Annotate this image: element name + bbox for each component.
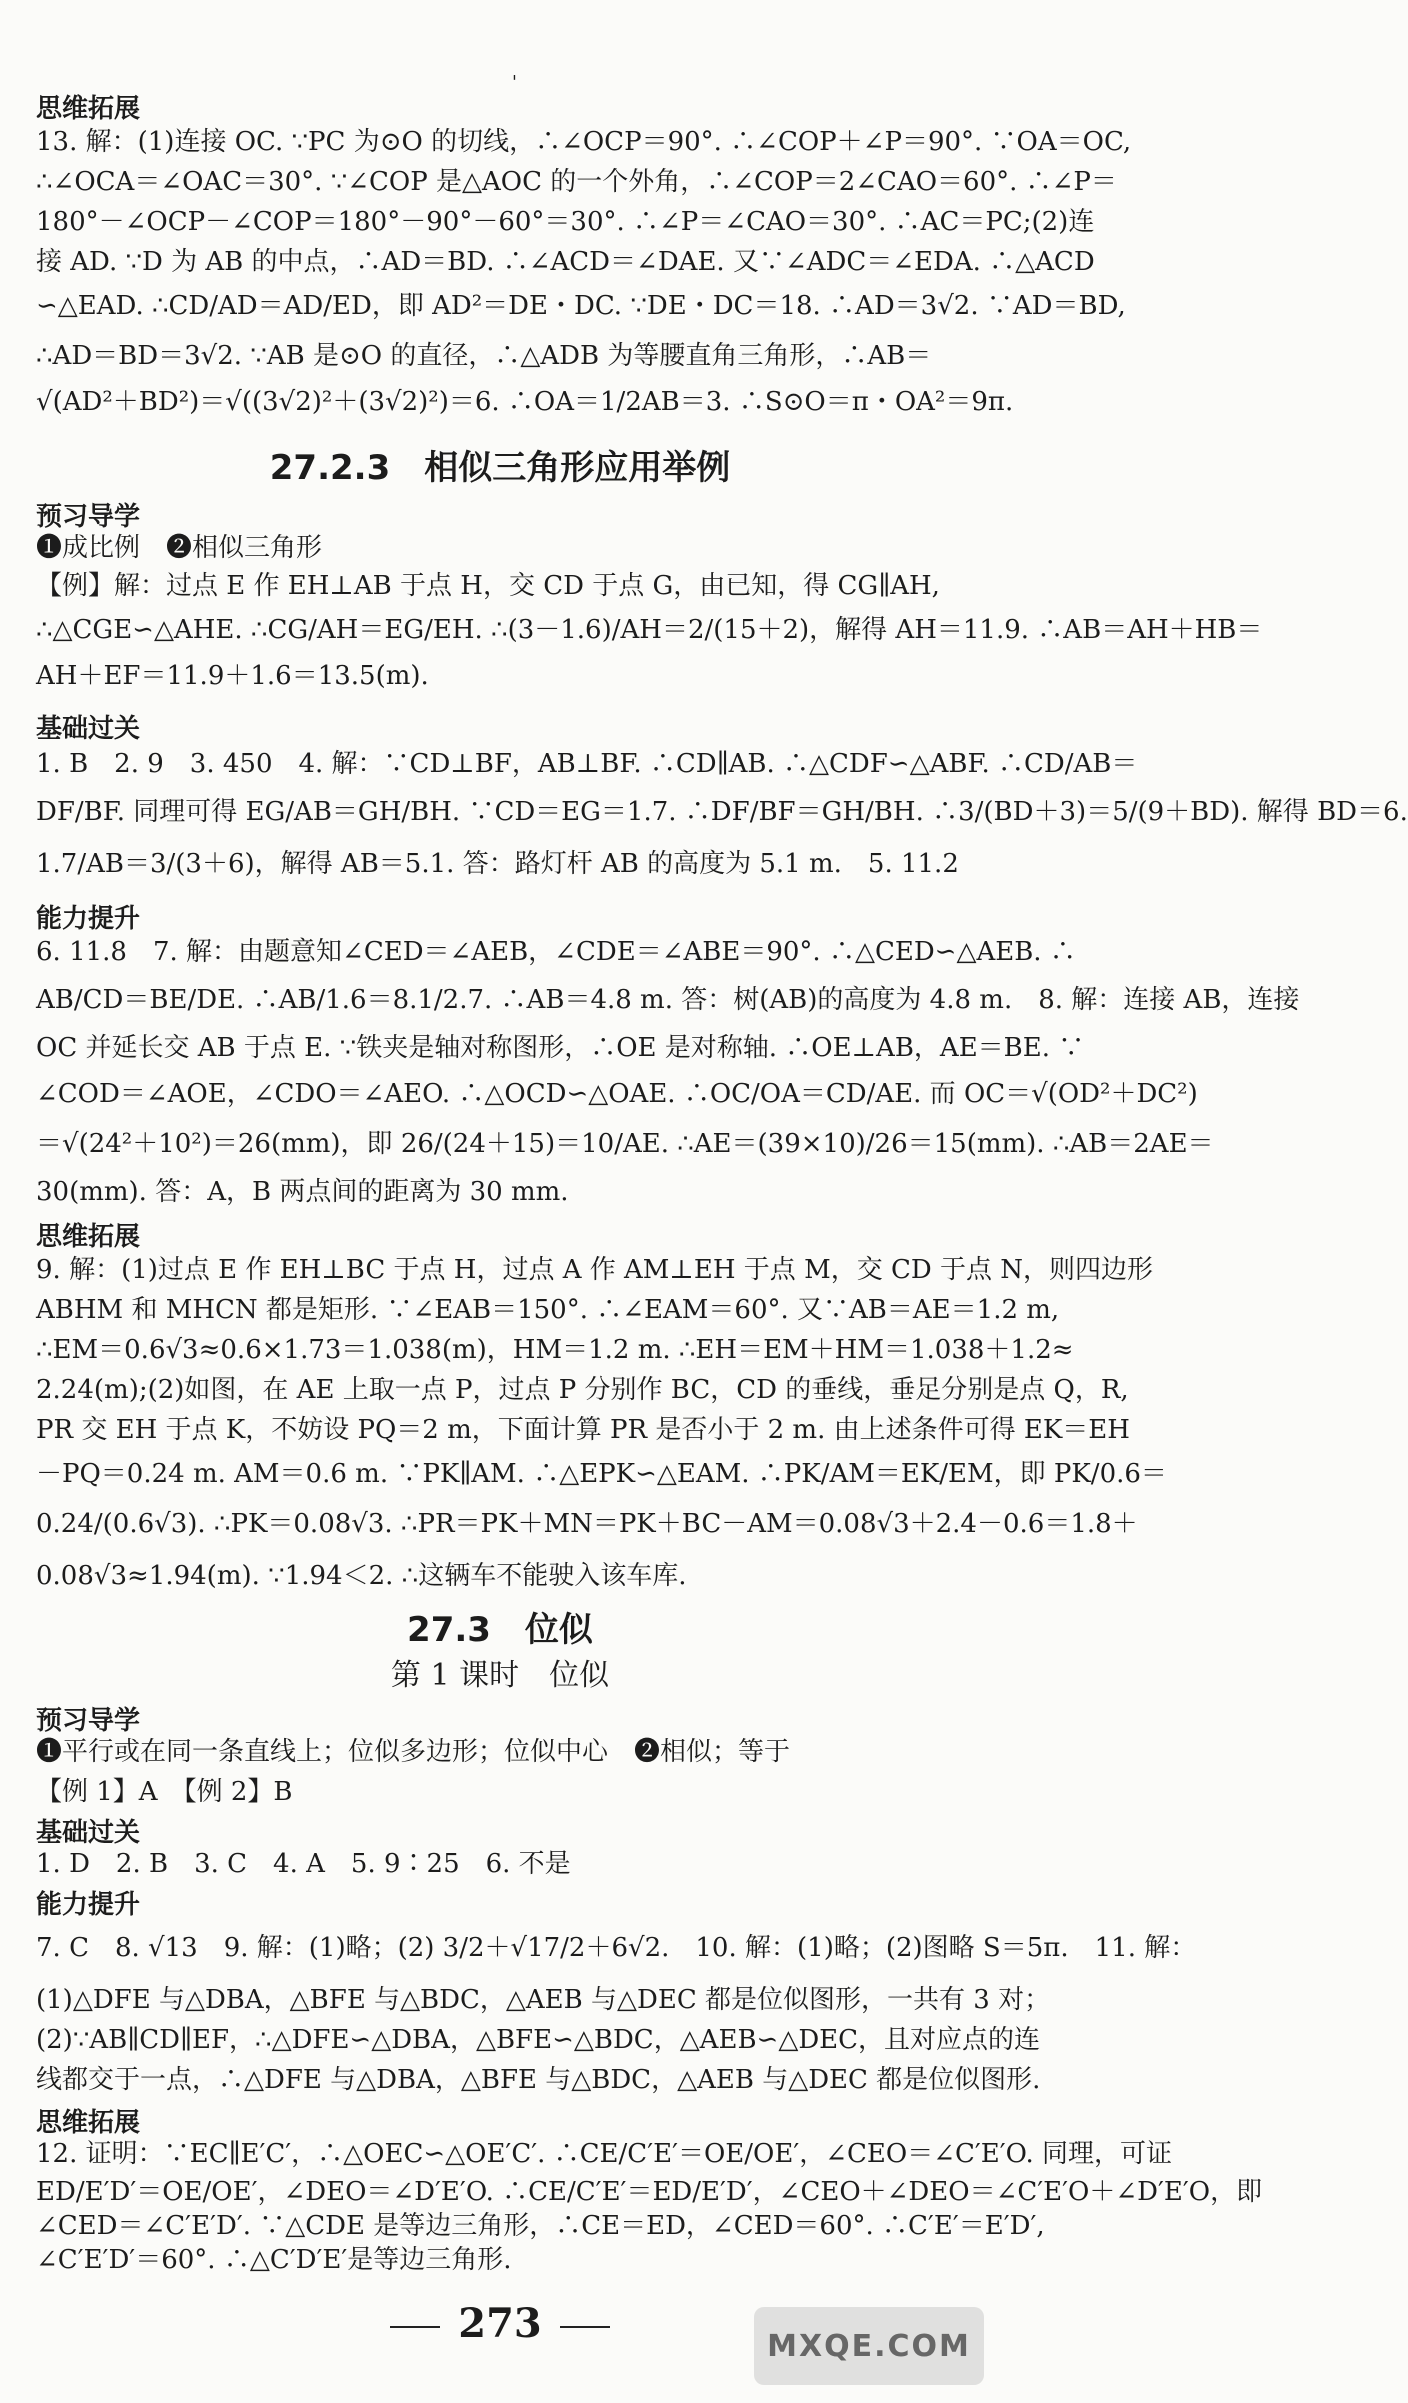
heading-preview: 预习导学 bbox=[36, 502, 141, 532]
text-line: ∴EM＝0.6√3≈0.6×1.73＝1.038(m)，HM＝1.2 m. ∴EH＝EM＋HM＝1.038＋1.2≈ bbox=[36, 1335, 1074, 1365]
text-line: 0.08√3≈1.94(m). ∵1.94＜2. ∴这辆车不能驶入该车库. bbox=[36, 1561, 687, 1591]
text-line: (2)∵AB∥CD∥EF，∴△DFE∽△DBA，△BFE∽△BDC，△AEB∽△DEC，且对应点的连 bbox=[36, 2025, 1041, 2055]
text-line: √(AD²＋BD²)＝√((3√2)²＋(3√2)²)＝6. ∴OA＝1/2AB＝3. ∴S⊙O＝π・OA²＝9π. bbox=[36, 387, 1014, 417]
text-line: AB/CD＝BE/DE. ∴AB/1.6＝8.1/2.7. ∴AB＝4.8 m. 答：树(AB)的高度为 4.8 m. 8. 解：连接 AB，连接 bbox=[36, 985, 1300, 1015]
watermark-logo bbox=[754, 2307, 984, 2385]
heading-thinking-extension-3: 思维拓展 bbox=[36, 2108, 141, 2138]
text-line: (1)△DFE 与△DBA，△BFE 与△BDC，△AEB 与△DEC 都是位似图形，一共有 3 对； bbox=[36, 1985, 1051, 2015]
text-line: 7. C 8. √13 9. 解：(1)略；(2) 3/2＋√17/2＋6√2. 10. 解：(1)略；(2)图略 S＝5π. 11. 解： bbox=[36, 1933, 1197, 1963]
text-line: AH＋EF＝11.9＋1.6＝13.5(m). bbox=[36, 661, 429, 691]
section-title: 27.2.3 相似三角形应用举例 bbox=[269, 448, 731, 488]
text-line: 180°－∠OCP－∠COP＝180°－90°－60°＝30°. ∴∠P＝∠CAO＝30°. ∴AC＝PC;(2)连 bbox=[36, 207, 1095, 237]
heading-ability: 能力提升 bbox=[36, 1890, 141, 1920]
text-line: 1. D 2. B 3. C 4. A 5. 9∶25 6. 不是 bbox=[36, 1849, 571, 1879]
text-line: ∠CED＝∠C′E′D′. ∵△CDE 是等边三角形，∴CE＝ED，∠CED＝60°. ∴C′E′＝E′D′, bbox=[36, 2211, 1045, 2241]
lesson-title: 第 1 课时 位似 bbox=[390, 1658, 610, 1693]
section-title: 27.3 位似 bbox=[407, 1610, 593, 1650]
heading-thinking-extension-1: 思维拓展 bbox=[36, 94, 141, 124]
top-mark: ' bbox=[512, 72, 517, 93]
page-number-text: 273 bbox=[458, 2300, 542, 2347]
text-line: ABHM 和 MHCN 都是矩形. ∵∠EAB＝150°. ∴∠EAM＝60°. 又∵AB＝AE＝1.2 m, bbox=[36, 1295, 1060, 1325]
text-line: ❶成比例 ❷相似三角形 bbox=[36, 533, 323, 563]
heading-thinking-extension-2: 思维拓展 bbox=[36, 1222, 141, 1252]
text-line: ＝√(24²＋10²)＝26(mm)，即 26/(24＋15)＝10/AE. ∴AE＝(39×10)/26＝15(mm). ∴AB＝2AE＝ bbox=[36, 1129, 1214, 1159]
text-line: ∴∠OCA＝∠OAC＝30°. ∵∠COP 是△AOC 的一个外角，∴∠COP＝2∠CAO＝60°. ∴∠P＝ bbox=[36, 167, 1117, 197]
watermark-text: MXQE.COM bbox=[767, 2328, 971, 2364]
heading-basic: 基础过关 bbox=[36, 1818, 141, 1848]
heading-basic: 基础过关 bbox=[36, 714, 141, 744]
text-line: 30(mm). 答：A，B 两点间的距离为 30 mm. bbox=[36, 1177, 569, 1207]
text-line: ED/E′D′＝OE/OE′，∠DEO＝∠D′E′O. ∴CE/C′E′＝ED/E′D′，∠CEO＋∠DEO＝∠C′E′O＋∠D′E′O，即 bbox=[36, 2177, 1263, 2207]
text-line: ∴AD＝BD＝3√2. ∵AB 是⊙O 的直径，∴△ADB 为等腰直角三角形，∴AB＝ bbox=[36, 341, 932, 371]
text-line: 9. 解：(1)过点 E 作 EH⊥BC 于点 H，过点 A 作 AM⊥EH 于点 M，交 CD 于点 N，则四边形 bbox=[36, 1255, 1153, 1285]
text-line: PR 交 EH 于点 K，不妨设 PQ＝2 m，下面计算 PR 是否小于 2 m. 由上述条件可得 EK＝EH bbox=[36, 1415, 1130, 1445]
text-line: ∠C′E′D′＝60°. ∴△C′D′E′是等边三角形. bbox=[36, 2245, 512, 2275]
text-line: 6. 11.8 7. 解：由题意知∠CED＝∠AEB，∠CDE＝∠ABE＝90°. ∴△CED∽△AEB. ∴ bbox=[36, 937, 1076, 967]
text-line: 13. 解：(1)连接 OC. ∵PC 为⊙O 的切线，∴∠OCP＝90°. ∴∠COP＋∠P＝90°. ∵OA＝OC, bbox=[36, 127, 1132, 157]
text-line: ❶平行或在同一条直线上；位似多边形；位似中心 ❷相似；等于 bbox=[36, 1737, 791, 1767]
text-line: 1.7/AB＝3/(3＋6)，解得 AB＝5.1. 答：路灯杆 AB 的高度为 5.1 m. 5. 11.2 bbox=[36, 849, 959, 879]
text-line: 线都交于一点，∴△DFE 与△DBA，△BFE 与△BDC，△AEB 与△DEC 都是位似图形. bbox=[36, 2065, 1041, 2095]
text-line: 0.24/(0.6√3). ∴PK＝0.08√3. ∴PR＝PK＋MN＝PK＋BC－AM＝0.08√3＋2.4－0.6＝1.8＋ bbox=[36, 1509, 1138, 1539]
text-line: ∠COD＝∠AOE，∠CDO＝∠AEO. ∴△OCD∽△OAE. ∴OC/OA＝CD/AE. 而 OC＝√(OD²＋DC²) bbox=[36, 1079, 1198, 1109]
text-line: 1. B 2. 9 3. 450 4. 解：∵CD⊥BF，AB⊥BF. ∴CD∥AB. ∴△CDF∽△ABF. ∴CD/AB＝ bbox=[36, 749, 1138, 779]
text-line: 【例 1】A 【例 2】B bbox=[36, 1777, 293, 1807]
text-line: ∴△CGE∽△AHE. ∴CG/AH＝EG/EH. ∴(3－1.6)/AH＝2/(15＋2)，解得 AH＝11.9. ∴AB＝AH＋HB＝ bbox=[36, 615, 1263, 645]
heading-preview: 预习导学 bbox=[36, 1706, 141, 1736]
text-line: ∽△EAD. ∴CD/AD＝AD/ED，即 AD²＝DE・DC. ∵DE・DC＝18. ∴AD＝3√2. ∵AD＝BD, bbox=[36, 291, 1126, 321]
text-line: 【例】解：过点 E 作 EH⊥AB 于点 H，交 CD 于点 G，由已知，得 CG∥AH, bbox=[36, 571, 940, 601]
text-line: 2.24(m);(2)如图，在 AE 上取一点 P，过点 P 分别作 BC，CD 的垂线，垂足分别是点 Q，R, bbox=[36, 1375, 1129, 1405]
text-line: 12. 证明：∵EC∥E′C′，∴△OEC∽△OE′C′. ∴CE/C′E′＝OE/OE′，∠CEO＝∠C′E′O. 同理，可证 bbox=[36, 2139, 1172, 2169]
text-line: －PQ＝0.24 m. AM＝0.6 m. ∵PK∥AM. ∴△EPK∽△EAM. ∴PK/AM＝EK/EM，即 PK/0.6＝ bbox=[36, 1459, 1167, 1489]
text-line: 接 AD. ∵D 为 AB 的中点，∴AD＝BD. ∴∠ACD＝∠DAE. 又∵∠ADC＝∠EDA. ∴△ACD bbox=[36, 247, 1095, 277]
text-line: DF/BF. 同理可得 EG/AB＝GH/BH. ∵CD＝EG＝1.7. ∴DF/BF＝GH/BH. ∴3/(BD＋3)＝5/(9＋BD). 解得 BD＝6. bbox=[36, 797, 1408, 827]
text-line: OC 并延长交 AB 于点 E. ∵铁夹是轴对称图形，∴OE 是对称轴. ∴OE⊥AB，AE＝BE. ∵ bbox=[36, 1033, 1085, 1063]
heading-ability: 能力提升 bbox=[36, 904, 141, 934]
